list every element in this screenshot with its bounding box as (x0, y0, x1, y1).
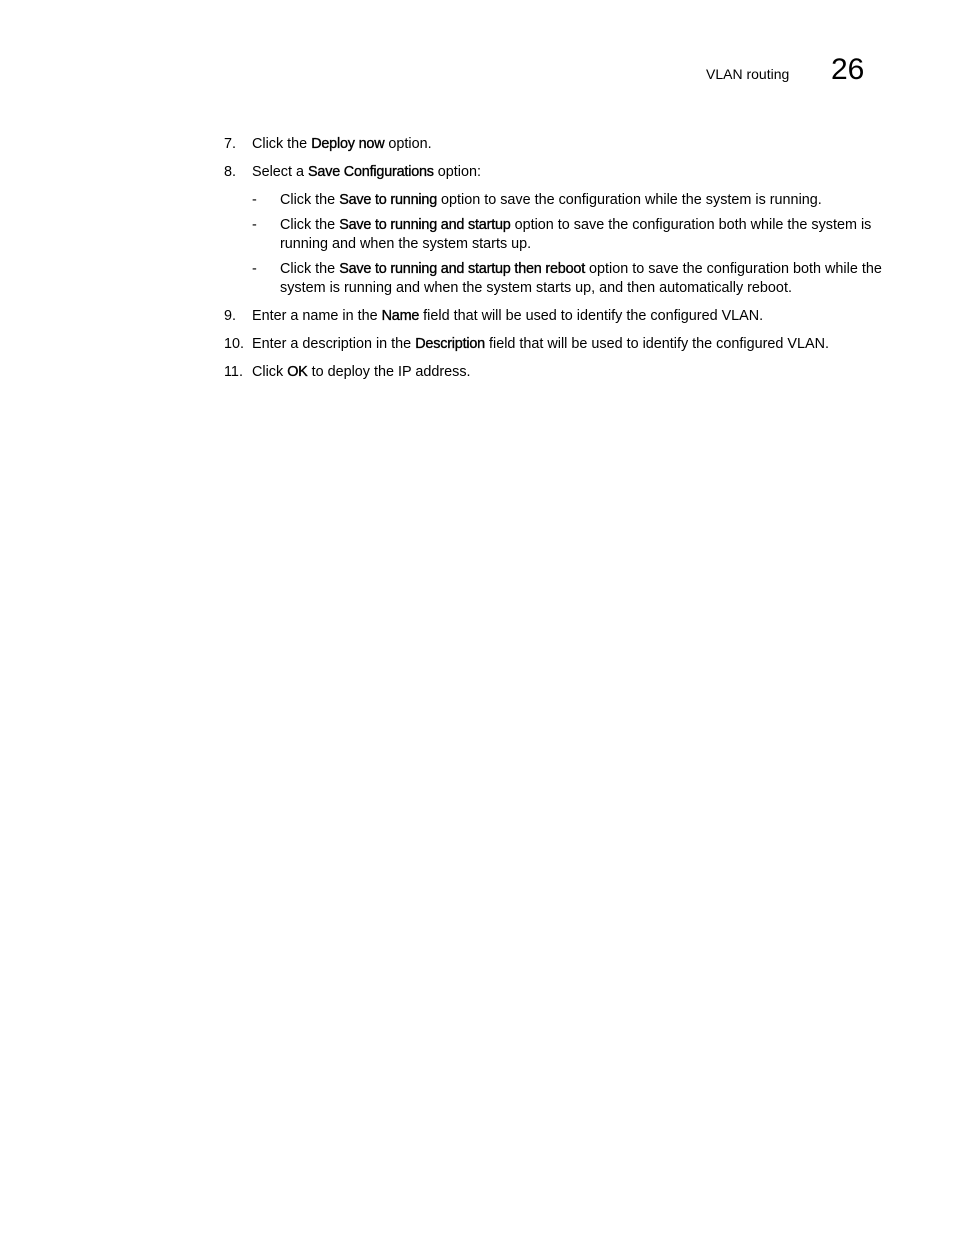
ui-term: Save to running and startup (339, 217, 511, 233)
bullet-marker: - (252, 217, 257, 233)
step-number: 7. (224, 136, 237, 152)
step-text: Enter a name in the (252, 308, 382, 324)
step-number: 11. (224, 364, 243, 380)
step-text: Select a (252, 164, 308, 180)
chapter-number: 26 (831, 53, 865, 86)
option-text: option to save the configuration both while the system is running and when the system starts up, and then automatically reboot. (280, 261, 882, 296)
procedure-steps (224, 135, 884, 391)
bullet-marker: - (252, 192, 257, 208)
option-item (252, 260, 884, 298)
step-text: Enter a description in the (252, 336, 416, 352)
ui-term: OK (287, 364, 308, 380)
step-10 (224, 335, 884, 354)
ui-term: Save Configurations (308, 164, 434, 180)
step-text: Click the (252, 136, 312, 152)
step-text: field that will be used to identify the configured VLAN. (419, 308, 764, 324)
ui-term: Name (381, 308, 420, 324)
step-text: Click (252, 364, 288, 380)
step-number: 9. (224, 308, 237, 324)
ui-term: Deploy now (311, 136, 385, 152)
option-text: option to save the configuration both while the system is running and when the system starts up. (280, 217, 872, 252)
step-text: to deploy the IP address. (307, 364, 471, 380)
ui-term: Save to running (339, 192, 437, 208)
step-text: option. (384, 136, 432, 152)
step-7 (224, 135, 884, 154)
step-11 (224, 363, 884, 382)
option-text: Click the (280, 261, 340, 277)
ui-term: Description (415, 336, 485, 352)
option-text: Click the (280, 217, 340, 233)
option-text: Click the (280, 192, 340, 208)
section-title: VLAN routing (706, 66, 790, 82)
step-9 (224, 307, 884, 326)
option-text: option to save the configuration while the system is running. (437, 192, 822, 208)
step-text: option: (433, 164, 482, 180)
bullet-marker: - (252, 261, 257, 277)
option-item (252, 216, 884, 254)
option-item (252, 191, 884, 210)
step-text: field that will be used to identify the configured VLAN. (485, 336, 829, 352)
option-list (252, 191, 884, 298)
step-number: 10. (224, 336, 245, 352)
ui-term: Save to running and startup then reboot (339, 261, 586, 277)
step-number: 8. (224, 164, 237, 180)
step-8 (224, 163, 884, 298)
